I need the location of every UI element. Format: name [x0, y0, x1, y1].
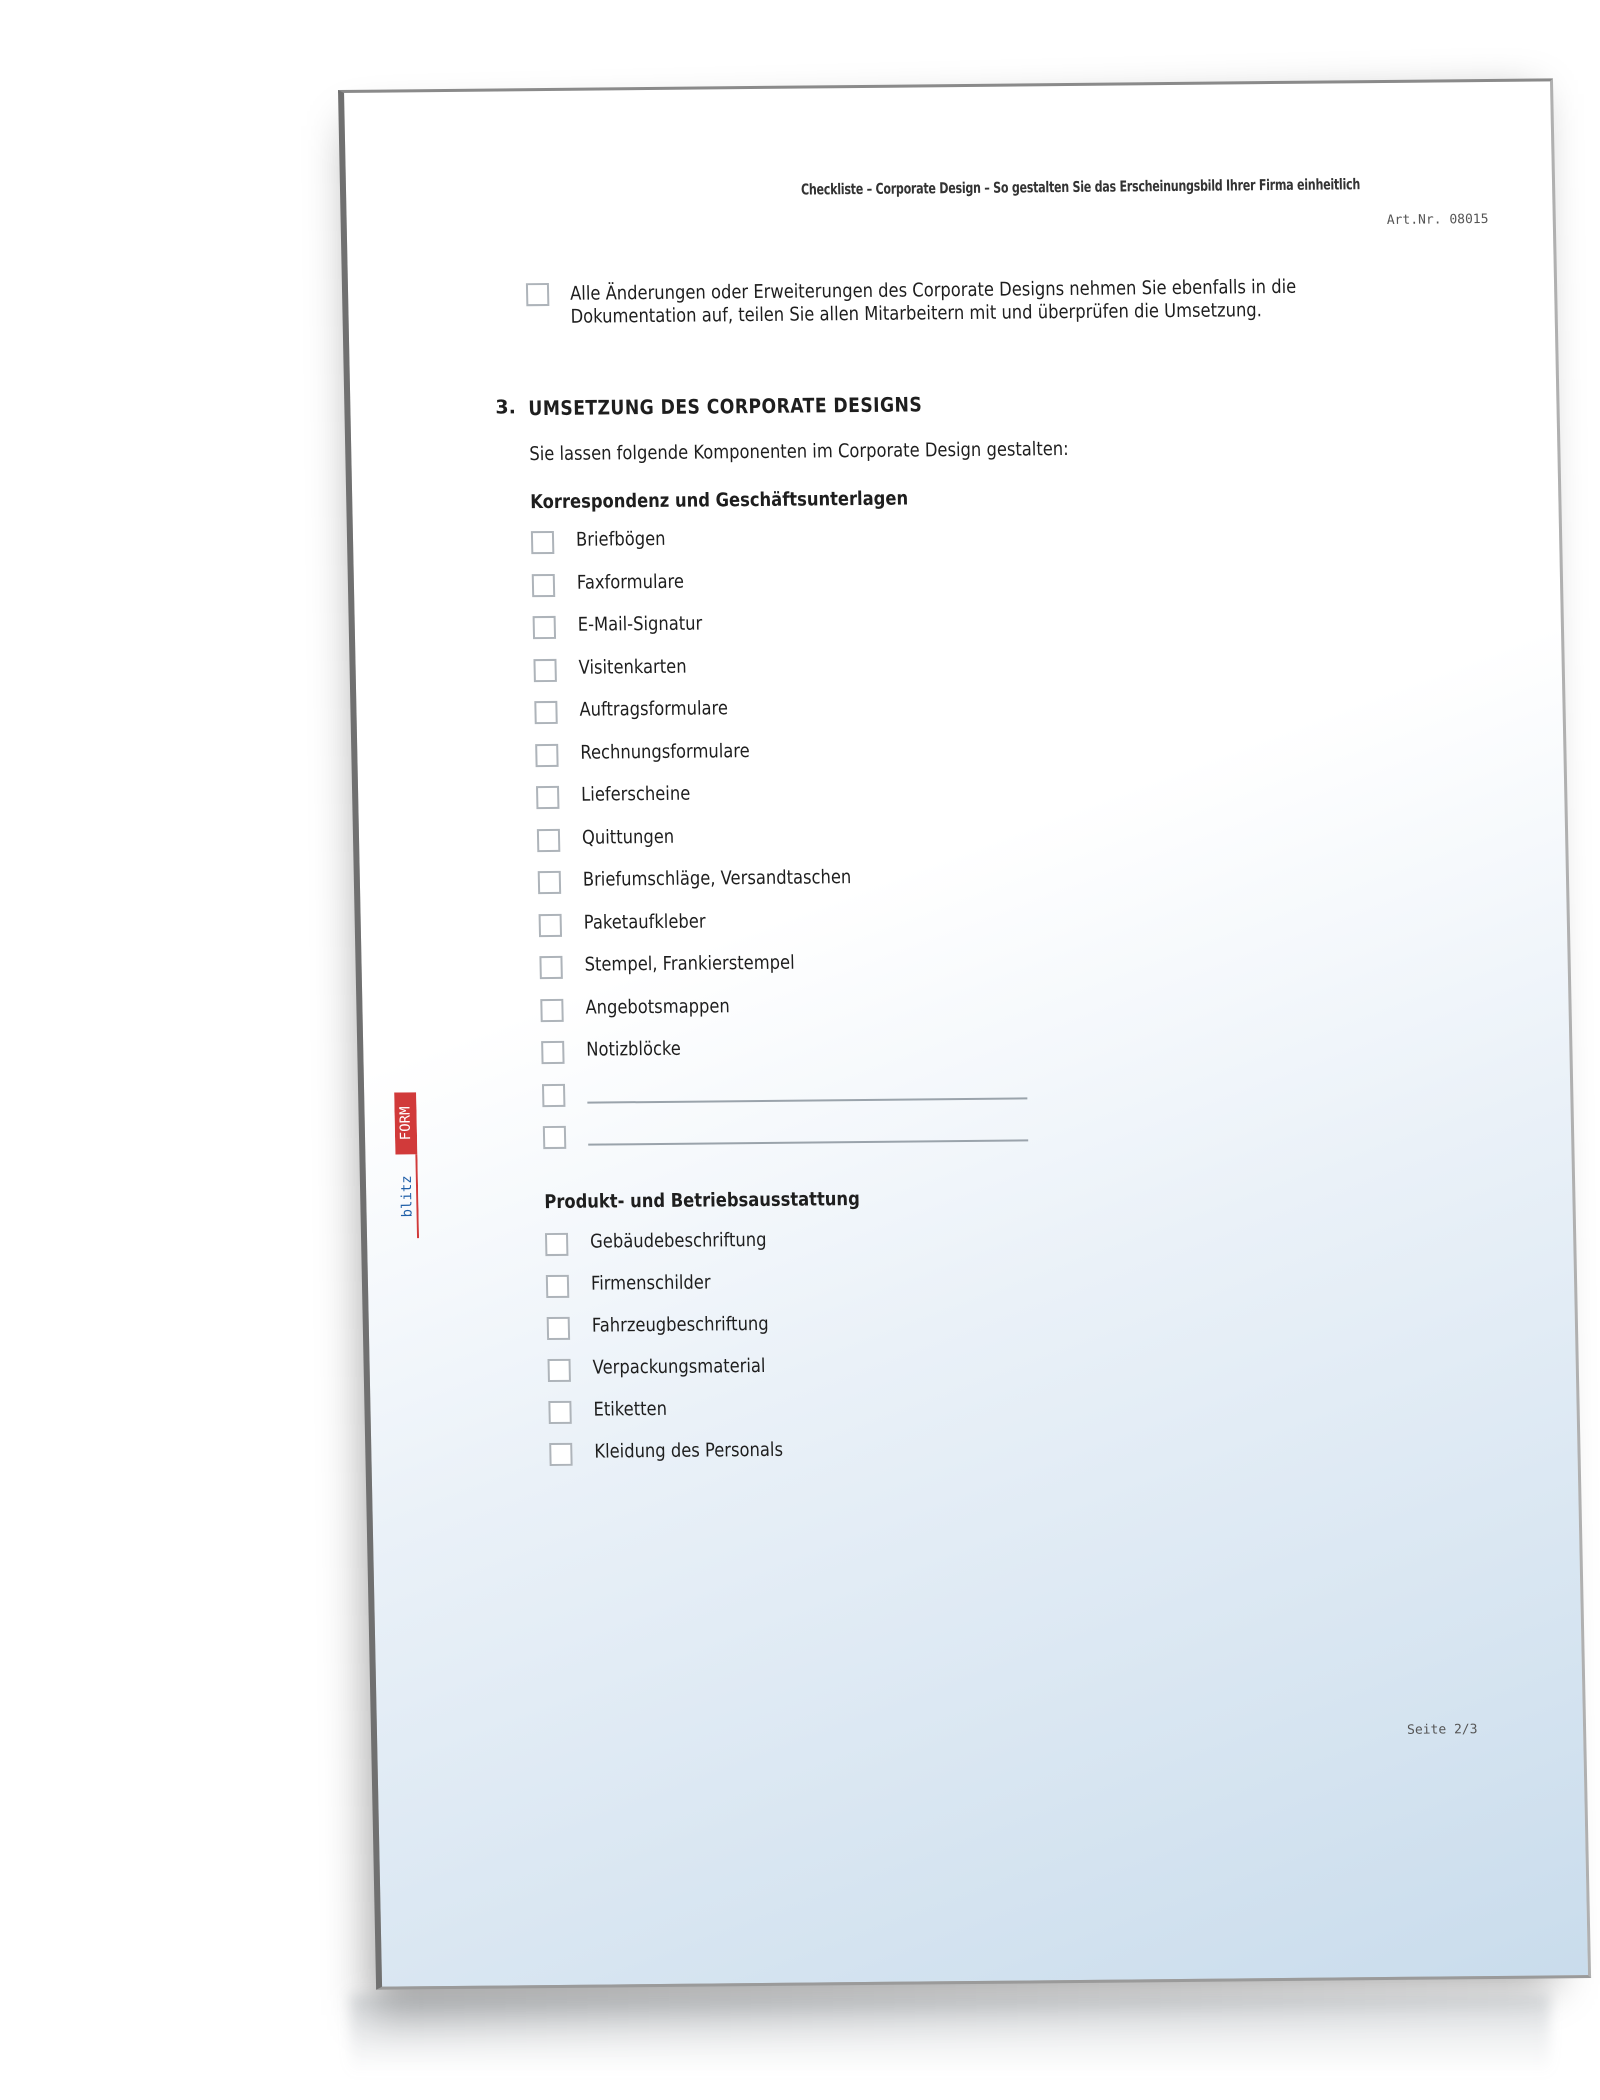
group1-checkbox[interactable]: [532, 573, 555, 596]
article-number: Art.Nr. 08015: [1386, 211, 1489, 228]
group1-item-label: Briefbögen: [575, 527, 666, 551]
group2-item-label: Etiketten: [593, 1397, 668, 1421]
group2-item-label: Gebäudebeschriftung: [589, 1228, 767, 1253]
group1-item-label: Faxformulare: [576, 570, 685, 594]
intro-item-text: Alle Änderungen oder Erweiterungen des Corporate Designs nehmen Sie ebenfalls in die Dokumentation auf, teilen Sie allen Mitarbeitern mit und überprüfen die Umsetzung.: [569, 275, 1297, 328]
page-reflection: [350, 1995, 1550, 2075]
group1-heading: Korrespondenz und Geschäftsunterlagen: [530, 487, 909, 514]
section-title: UMSETZUNG DES CORPORATE DESIGNS: [528, 392, 923, 421]
group1-checkbox[interactable]: [540, 998, 563, 1021]
group1-checkbox[interactable]: [533, 616, 556, 639]
group1-item-label: Stempel, Frankierstempel: [584, 951, 795, 976]
document-page: [338, 78, 1591, 1989]
group2-item-label: Verpackungsmaterial: [592, 1354, 766, 1379]
page-number: Seite 2/3: [1406, 1722, 1478, 1738]
logo-text-blitz: blitz: [398, 1175, 416, 1218]
checkbox-intro[interactable]: [526, 283, 549, 306]
group1-blank-checkbox[interactable]: [542, 1083, 565, 1106]
group2-item-label: Firmenschilder: [590, 1271, 711, 1295]
group2-checkbox[interactable]: [548, 1359, 571, 1382]
section-intro: Sie lassen folgende Komponenten im Corporate Design gestalten:: [529, 438, 1069, 466]
group2-checkbox[interactable]: [546, 1275, 569, 1298]
group1-checkbox[interactable]: [537, 828, 560, 851]
group1-item-label: Lieferscheine: [580, 782, 691, 806]
group2-checkbox[interactable]: [549, 1443, 572, 1466]
group1-checkbox[interactable]: [535, 743, 558, 766]
group2-item-label: Kleidung des Personals: [594, 1438, 784, 1463]
group1-item-label: Notizblöcke: [586, 1037, 682, 1061]
group1-checkbox[interactable]: [534, 701, 557, 724]
group2-checkbox[interactable]: [545, 1233, 568, 1256]
group1-checkbox[interactable]: [539, 956, 562, 979]
group1-checkbox[interactable]: [536, 786, 559, 809]
group1-blank-checkbox[interactable]: [543, 1126, 566, 1149]
logo-red-rule: [415, 1154, 419, 1238]
formblitz-logo: [394, 1092, 419, 1238]
group1-item-label: Paketaufkleber: [583, 910, 706, 934]
logo-text-form: FORM: [397, 1106, 415, 1141]
group1-item-label: Briefumschläge, Versandtaschen: [582, 866, 852, 891]
group1-checkbox[interactable]: [533, 658, 556, 681]
group1-checkbox[interactable]: [531, 531, 554, 554]
group1-blank-line[interactable]: [588, 1139, 1028, 1145]
group1-item-label: Visitenkarten: [578, 655, 687, 679]
group2-checkbox[interactable]: [548, 1401, 571, 1424]
group1-blank-line[interactable]: [587, 1097, 1027, 1103]
group1-item-label: Auftragsformulare: [579, 697, 729, 721]
group1-checkbox[interactable]: [541, 1041, 564, 1064]
group1-item-label: E-Mail-Signatur: [577, 612, 703, 636]
group2-item-label: Fahrzeugbeschriftung: [591, 1312, 769, 1337]
group1-item-label: Angebotsmappen: [585, 994, 730, 1019]
group1-item-label: Quittungen: [581, 825, 675, 849]
section-number: 3.: [495, 396, 517, 419]
group1-checkbox[interactable]: [539, 913, 562, 936]
group2-heading: Produkt- und Betriebsausstattung: [544, 1188, 860, 1214]
group1-checkbox[interactable]: [538, 871, 561, 894]
group2-checkbox[interactable]: [547, 1317, 570, 1340]
document-header-title: Checkliste – Corporate Design – So gestalten Sie das Erscheinungsbild Ihrer Firma einheitlich: [800, 175, 1361, 199]
group1-item-label: Rechnungsformulare: [580, 739, 750, 764]
